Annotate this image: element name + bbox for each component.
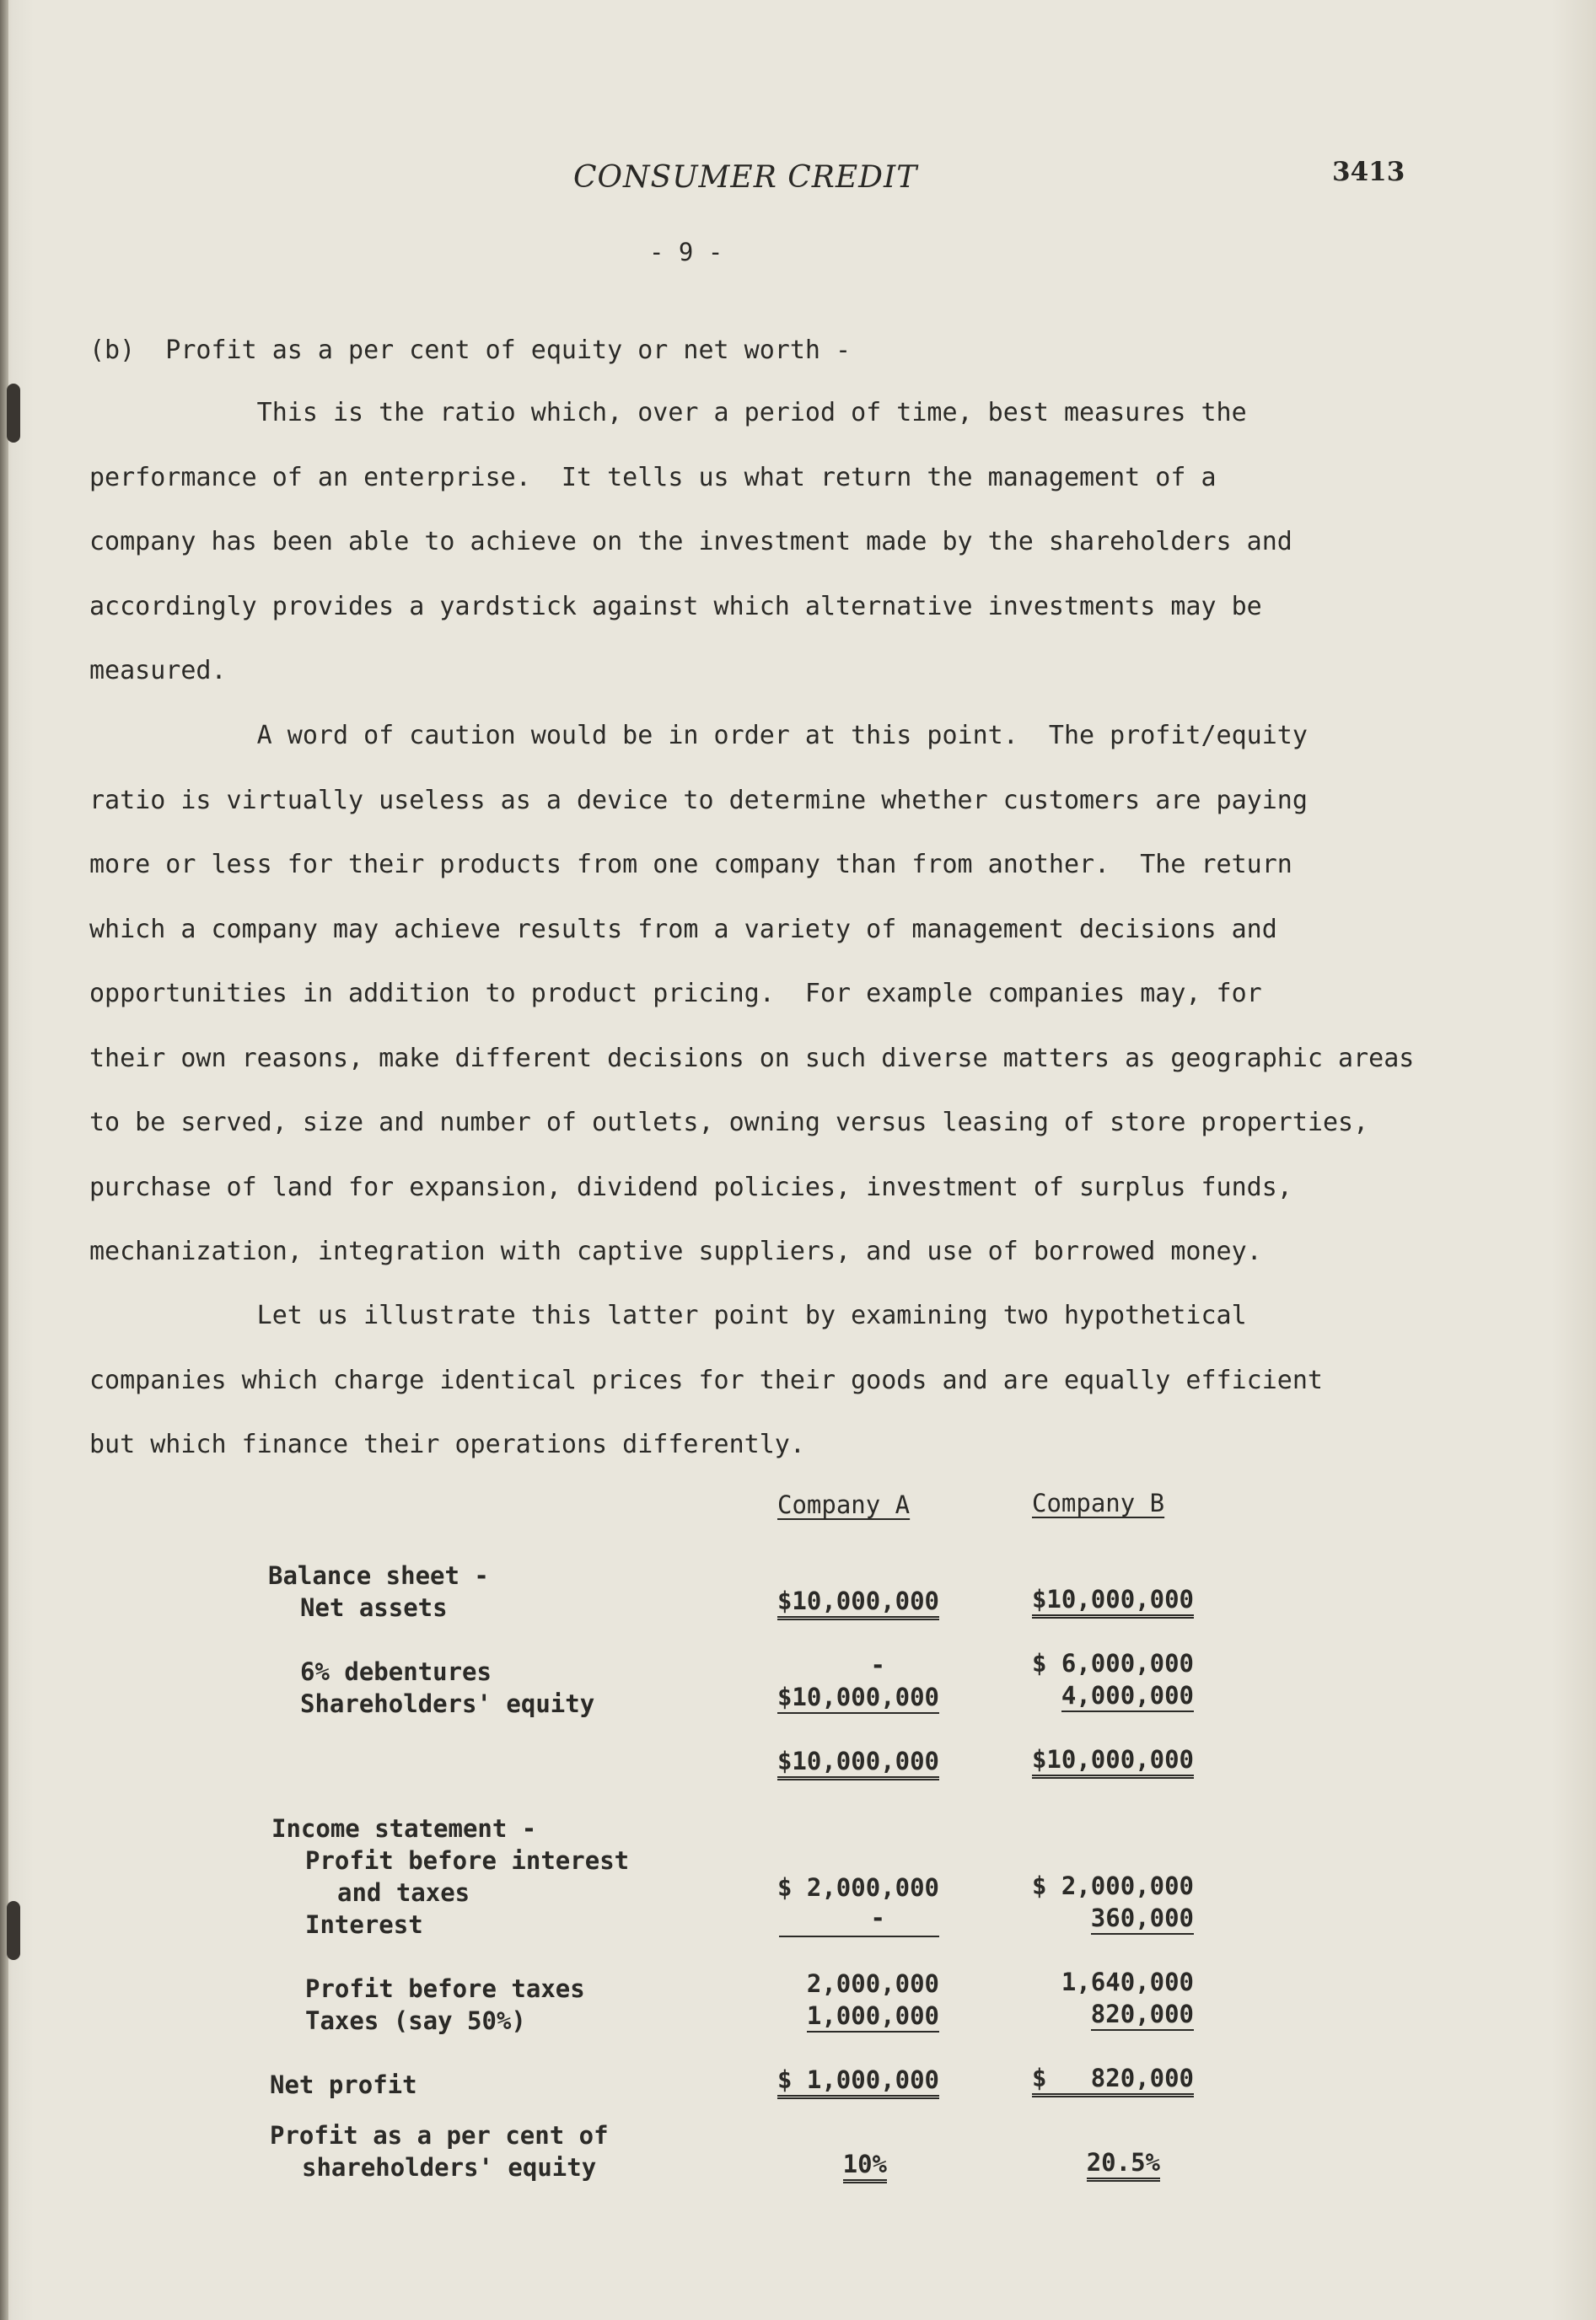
row-label-taxes: Taxes (say 50%) <box>305 2006 526 2035</box>
net-assets-a: $10,000,000 <box>745 1587 939 1615</box>
page-number: 3413 <box>1332 157 1405 187</box>
total-a: $10,000,000 <box>745 1747 939 1775</box>
row-label-shareholders-equity-2: shareholders' equity <box>302 2153 597 2182</box>
paragraph-line: performance of an enterprise. It tells us what return the management of a <box>89 462 1217 492</box>
equity-a: $10,000,000 <box>745 1683 939 1711</box>
row-label-and-taxes: and taxes <box>337 1878 470 1907</box>
row-label-interest: Interest <box>305 1910 423 1939</box>
interest-b: 360,000 <box>1000 1904 1194 1932</box>
net-profit-a: $ 1,000,000 <box>745 2065 939 2094</box>
running-header-title: CONSUMER CREDIT <box>573 160 918 195</box>
paragraph-line: which a company may achieve results from a variety of management decisions and <box>89 914 1277 944</box>
paragraph-2 <box>89 704 1523 1285</box>
row-label-profit-before-interest: Profit before interest <box>305 1846 630 1875</box>
paragraph-line: more or less for their products from one company than from another. The return <box>89 850 1292 879</box>
taxes-a: 1,000,000 <box>745 2001 939 2030</box>
binding-edge <box>0 0 8 2320</box>
total-b: $10,000,000 <box>1000 1745 1194 1774</box>
paragraph-line: mechanization, integration with captive suppliers, and use of borrowed money. <box>89 1237 1262 1266</box>
paragraph-line: purchase of land for expansion, dividend policies, investment of surplus funds, <box>89 1172 1292 1202</box>
paragraph-line: opportunities in addition to product pricing. For example companies may, for <box>89 979 1262 1008</box>
paragraph-line: accordingly provides a yardstick against which alternative investments may be <box>89 591 1262 621</box>
paragraph-line: Let us illustrate this latter point by examining two hypothetical <box>89 1301 1247 1330</box>
paragraph-line: but which finance their operations differently. <box>89 1430 805 1459</box>
internal-page-number: - 9 - <box>649 238 723 266</box>
net-assets-b: $10,000,000 <box>1000 1585 1194 1614</box>
row-label-shareholders-equity: Shareholders' equity <box>300 1689 595 1718</box>
column-header-company-b: Company B <box>1032 1489 1165 1517</box>
row-label-profit-before-taxes: Profit before taxes <box>305 1974 585 2003</box>
paragraph-line: measured. <box>89 656 227 685</box>
roe-a: 10% <box>693 2150 887 2178</box>
debentures-a: - <box>870 1651 885 1679</box>
row-label-balance-sheet: Balance sheet - <box>268 1561 489 1590</box>
pbt-b: 1,640,000 <box>1061 1968 1194 1996</box>
binder-hole-bottom <box>7 1901 20 1960</box>
row-label-net-profit: Net profit <box>270 2070 417 2099</box>
paragraph-line: A word of caution would be in order at this point. The profit/equity <box>89 721 1308 750</box>
paragraph-line: companies which charge identical prices for their goods and are equally efficient <box>89 1365 1323 1395</box>
paragraph-line: their own reasons, make different decisions on such diverse matters as geographic areas <box>89 1043 1415 1073</box>
net-profit-b: $ 820,000 <box>1000 2064 1194 2092</box>
roe-b: 20.5% <box>966 2148 1160 2177</box>
paragraph-1 <box>89 381 1523 704</box>
interest-a: - <box>870 1904 885 1932</box>
row-label-debentures: 6% debentures <box>300 1657 492 1686</box>
binder-hole-top <box>7 384 20 443</box>
interest-a-rule <box>779 1936 939 1937</box>
paragraph-line: company has been able to achieve on the investment made by the shareholders and <box>89 527 1292 556</box>
pbit-b: $ 2,000,000 <box>1031 1872 1194 1900</box>
taxes-b: 820,000 <box>1000 2000 1194 2028</box>
paragraph-line: ratio is virtually useless as a device to determine whether customers are paying <box>89 785 1308 815</box>
row-label-profit-percent: Profit as a per cent of <box>270 2121 609 2150</box>
paragraph-line: to be served, size and number of outlets, owning versus leasing of store properties, <box>89 1108 1369 1137</box>
row-label-net-assets: Net assets <box>300 1593 448 1622</box>
pbt-a: 2,000,000 <box>806 1969 939 1998</box>
row-label-income-statement: Income statement - <box>271 1814 537 1843</box>
section-heading: (b) Profit as a per cent of equity or net worth - <box>89 336 852 365</box>
paragraph-line: This is the ratio which, over a period of time, best measures the <box>89 398 1247 427</box>
debentures-b: $ 6,000,000 <box>1031 1649 1194 1678</box>
column-header-company-a: Company A <box>777 1490 911 1519</box>
equity-b: 4,000,000 <box>1000 1681 1194 1710</box>
paragraph-3 <box>89 1284 1523 1478</box>
pbit-a: $ 2,000,000 <box>777 1873 939 1902</box>
